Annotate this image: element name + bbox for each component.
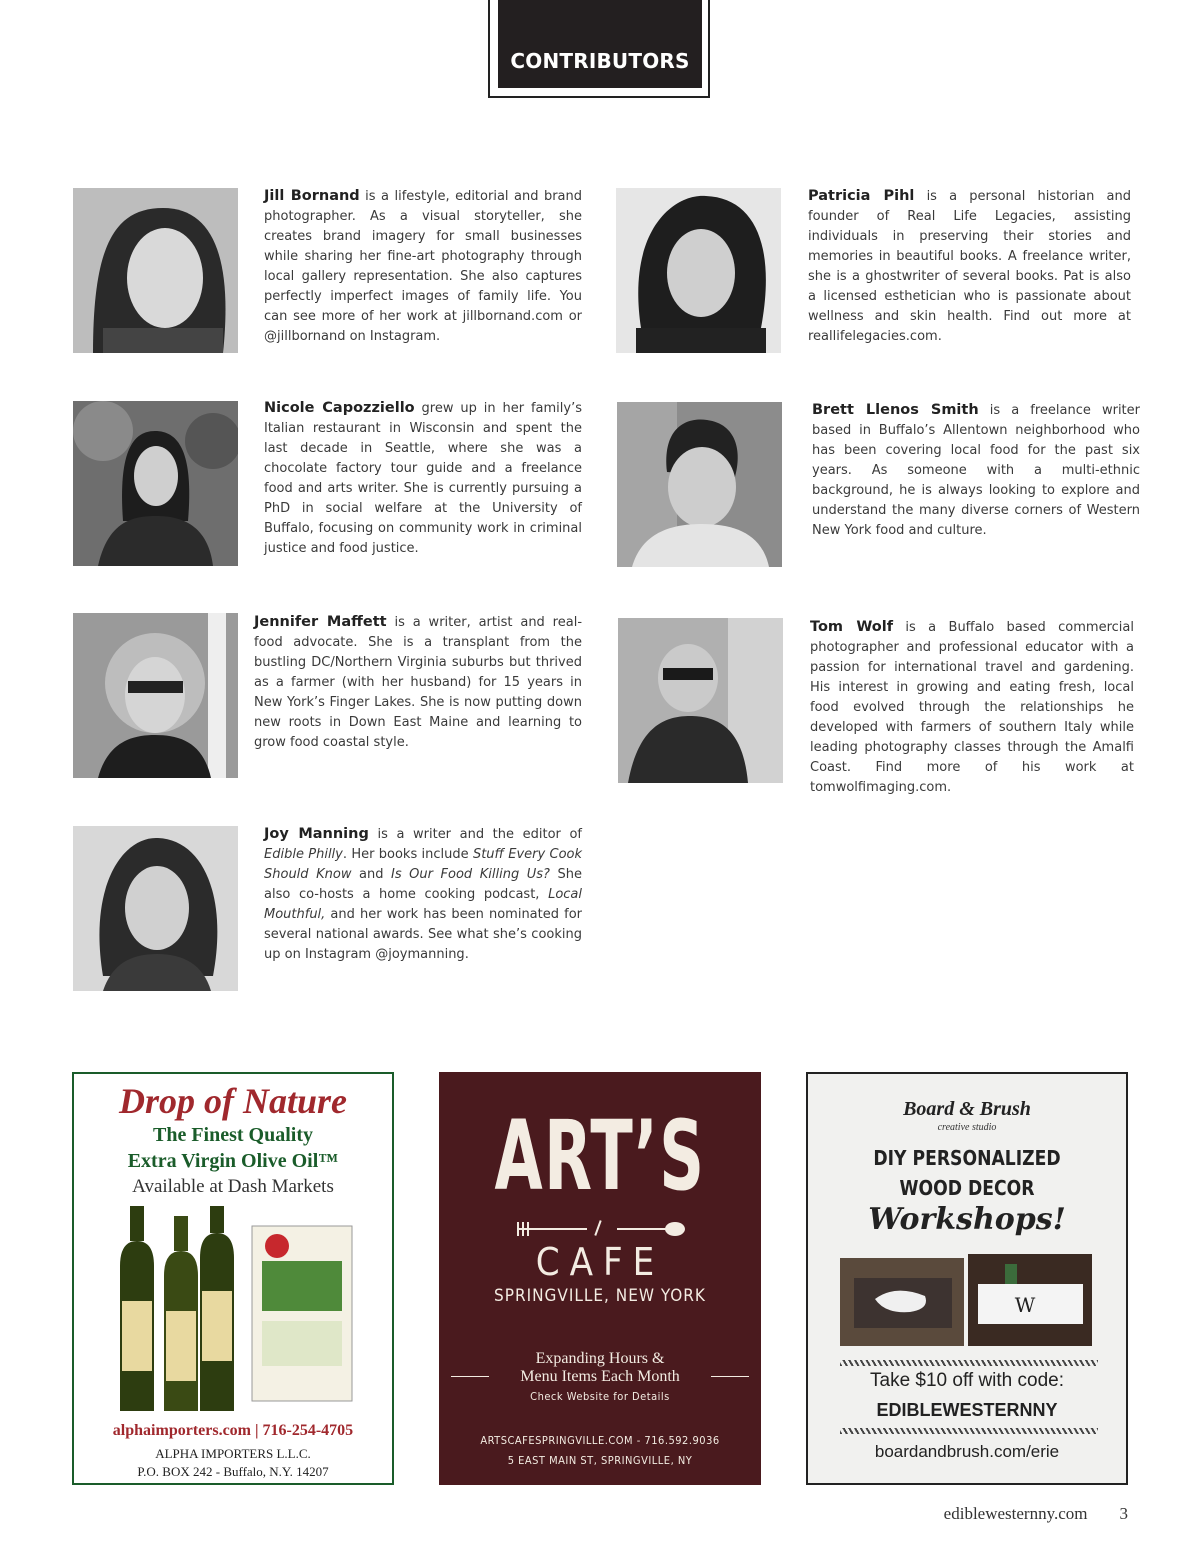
contributor-bio <box>264 824 582 965</box>
ad-availability: Available at Dash Markets <box>132 1176 334 1197</box>
divider <box>840 1428 1098 1434</box>
ad-line: Extra Virgin Olive Oil™ <box>127 1150 339 1172</box>
ad-site-link[interactable]: boardandbrush.com/erie <box>874 1442 1060 1461</box>
contributor-bio <box>264 398 582 559</box>
section-header <box>498 0 702 88</box>
olive-oil-bottles-image <box>112 1206 362 1411</box>
contributor-name: Jennifer Maffett <box>254 614 387 630</box>
ad-board-and-brush[interactable] <box>806 1072 1128 1485</box>
ad-title: ART’S <box>494 1100 706 1212</box>
ad-logo: Board & Brush <box>903 1098 1031 1120</box>
ad-logo-sub: creative studio <box>937 1122 997 1133</box>
bio-text: is a writer and the editor of <box>368 827 582 842</box>
page-number: 3 <box>1119 1504 1128 1523</box>
ad-hours-note: Check Website for Details <box>530 1390 670 1403</box>
ad-address: 5 EAST MAIN ST, SPRINGVILLE, NY <box>507 1454 693 1467</box>
contributor-bio <box>810 617 1134 798</box>
ad-headline-script: Workshops! <box>868 1202 1066 1237</box>
ad-hours-line: Expanding Hours & <box>535 1350 665 1367</box>
ad-site-link[interactable]: ARTSCAFESPRINGVILLE.COM - 716.592.9036 <box>480 1434 720 1447</box>
ad-arts-cafe[interactable] <box>439 1072 761 1485</box>
bio-text: and <box>351 867 392 882</box>
contributor-text: grew up in her family’s Italian restaurant in Wisconsin and spent the last decade in Seattle, where she was a chocolate factory tour guide and a freelance food and arts writer. She is currently pursuing a PhD in social welfare at the University of Buffalo, focusing on community work in criminal justice and food justice. <box>264 401 582 556</box>
contributor-name: Joy Manning <box>264 826 369 842</box>
contributor-name: Tom Wolf <box>810 619 894 635</box>
contributor-photo-jill <box>73 188 238 353</box>
contributor-bio <box>264 186 582 347</box>
contributor-name: Patricia Pihl <box>808 188 915 204</box>
contributor-text: is a personal historian and founder of Real Life Legacies, assisting individuals in preserving their stories and memories in beautiful books. A freelance writer, she is a ghostwriter of several books. Pat is also a licensed esthetician who is passionate about wellness and skin health. Find out more at reallifelegacies.com. <box>808 189 1131 344</box>
contributor-text: is a writer, artist and real-food advocate. She is a transplant from the bustling DC/Northern Virginia suburbs but thrived as a farmer (with her husband) for 15 years in New York’s Finger Lakes. She is now putting down new roots in Down East Maine and learning to grow food coastal style. <box>254 615 583 750</box>
ad-headline: WOOD DECOR <box>899 1176 1035 1200</box>
ad-company: ALPHA IMPORTERS L.L.C. <box>155 1446 311 1461</box>
bio-italic: Local Mouthful, <box>264 887 582 922</box>
fork-spoon-icon <box>517 1220 687 1238</box>
ad-drop-of-nature[interactable] <box>72 1072 394 1485</box>
contributor-name: Jill Bornand <box>264 188 360 204</box>
ad-contact-link[interactable]: alphaimporters.com | 716-254-4705 <box>112 1422 354 1439</box>
contributor-photo-brett <box>617 402 782 567</box>
contributor-photo-jennifer <box>73 613 238 778</box>
contributor-name: Brett Llenos Smith <box>812 402 979 418</box>
ad-line: The Finest Quality <box>152 1124 313 1146</box>
section-title: CONTRIBUTORS <box>510 49 690 73</box>
ad-promo-code: EDIBLEWESTERNNY <box>876 1400 1058 1420</box>
divider <box>840 1360 1098 1366</box>
footer-site[interactable]: ediblewesternny.com <box>943 1504 1088 1523</box>
bio-italic: Stuff Every Cook Should Know <box>264 847 583 882</box>
ad-subtitle: CAFE <box>535 1240 665 1284</box>
contributor-bio <box>254 612 582 753</box>
bio-text: . Her books include <box>342 847 473 862</box>
bio-text: She also co-hosts a home cooking podcast, <box>264 867 582 902</box>
wood-sign-photos <box>840 1254 1092 1350</box>
contributor-text: is a freelance writer based in Buffalo’s Allentown neighborhood who has been covering local food for the past six years. As someone with a multi-ethnic background, he is always looking to explore and understand the many diverse corners of Western New York food and culture. <box>812 403 1140 538</box>
bio-italic: Edible Philly <box>264 847 343 862</box>
ad-title: Drop of Nature <box>118 1081 347 1121</box>
contributor-photo-patricia <box>616 188 781 353</box>
ad-location: SPRINGVILLE, NEW YORK <box>494 1286 706 1306</box>
ad-address: P.O. BOX 242 - Buffalo, N.Y. 14207 <box>137 1464 329 1479</box>
ad-hours-line: Menu Items Each Month <box>520 1368 680 1385</box>
contributor-photo-joy <box>73 826 238 991</box>
contributor-text: is a lifestyle, editorial and brand photographer. As a visual storyteller, she creates brand imagery for small businesses while sharing her fine-art photography through local gallery representation. She also captures perfectly imperfect images of family life. You can see more of her work at jillbornand.com or @jillbornand on Instagram. <box>264 189 582 344</box>
contributor-photo-tom <box>618 618 783 783</box>
bio-text: and her work has been nominated for several national awards. See what she’s cooking up on Instagram @joymanning. <box>264 907 582 962</box>
contributor-name: Nicole Capozziello <box>264 400 415 416</box>
contributor-text: is a Buffalo based commercial photographer and professional educator with a passion for international travel and gardening. His interest in growing and eating fresh, local food evolved through the relationships he developed with farmers of southern Italy while leading photography classes through the Amalfi Coast. Find more of his work at tomwolfimaging.com. <box>810 620 1134 795</box>
contributor-photo-nicole <box>73 401 238 566</box>
bio-italic: Is Our Food Killing Us? <box>391 867 550 882</box>
contributor-bio <box>808 186 1131 347</box>
sign-monogram: W <box>1014 1293 1036 1317</box>
ad-headline: DIY PERSONALIZED <box>873 1146 1061 1170</box>
contributor-bio <box>812 400 1140 541</box>
divider <box>711 1376 749 1377</box>
page-footer <box>944 1504 1128 1524</box>
ad-offer: Take $10 off with code: <box>870 1370 1064 1391</box>
divider <box>451 1376 489 1377</box>
